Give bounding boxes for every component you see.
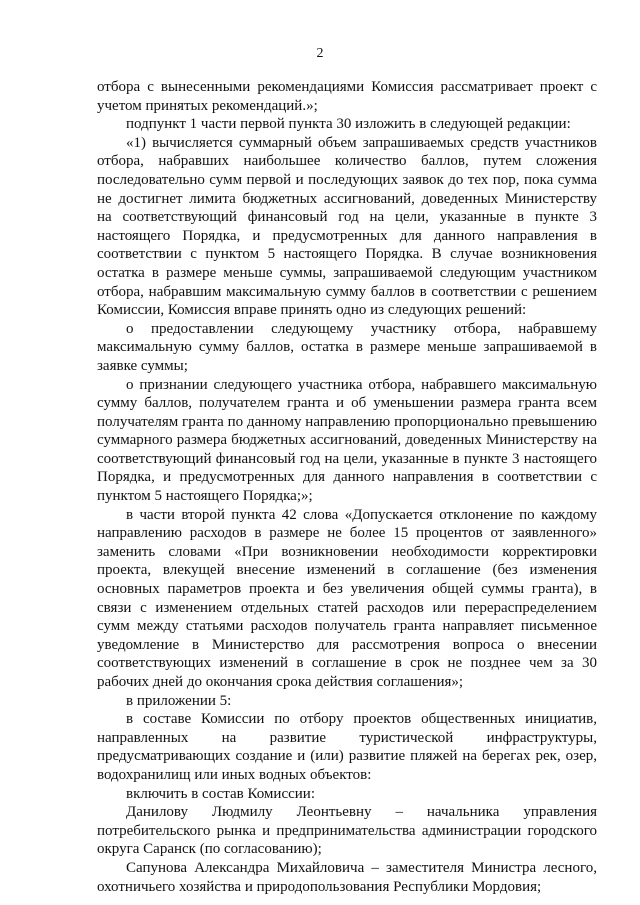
paragraph: подпункт 1 части первой пункта 30 изложить в следующей редакции: <box>126 116 571 133</box>
paragraph: о предоставлении следующему участнику отбора, набравшему максимальную сумму баллов, остатка в размере меньше запрашиваемой в заявке суммы; <box>97 320 597 374</box>
paragraph: включить в состав Комиссии: <box>126 785 315 802</box>
document-body <box>97 78 597 896</box>
paragraph: в приложении 5: <box>126 692 232 709</box>
paragraph: в составе Комиссии по отбору проектов общественных инициатив, направленных на развитие туристической инфраструктуры, предусматривающих создание и (или) развитие пляжей на берегах рек, озер, водохранилищ или иных водных объектов: <box>97 711 597 783</box>
paragraph: Данилову Людмилу Леонтьевну – начальника управления потребительского рынка и предпринимательства администрации городского округа Саранск (по согласованию); <box>97 804 597 858</box>
paragraph: о признании следующего участника отбора, набравшего максимальную сумму баллов, получателем гранта и об уменьшении размера гранта всем получателям гранта по данному направлению пропорционально превышению суммарного размера бюджетных ассигнований, доведенных Министерству на соответствующий финансовый год на цели, указанные в пункте 3 настоящего Порядка, и предусмотренных для данного направления в соответствии с пунктом 5 настоящего Порядка;»; <box>97 376 597 505</box>
paragraph: Сапунова Александра Михайловича – заместителя Министра лесного, охотничьего хозяйства и природопользования Республики Мордовия; <box>97 859 597 895</box>
paragraph: «1) вычисляется суммарный объем запрашиваемых средств участников отбора, набравших наибольшее количество баллов, путем сложения последовательно сумм первой и последующих заявок до тех пор, пока сумма не достигнет лимита бюджетных ассигнований, доведенных Министерству на соответствующий финансовый год на цели, указанные в пункте 3 настоящего Порядка, и предусмотренных для данного направления в соответствии с пунктом 5 настоящего Порядка. В случае возникновения остатка в размере меньше суммы, запрашиваемой следующим участником отбора, набравшим максимальную сумму баллов в соответствии с решением Комиссии, Комиссия вправе принять одно из следующих решений: <box>97 134 597 319</box>
paragraph: в части второй пункта 42 слова «Допускается отклонение по каждому направлению расходов в размере не более 15 процентов от заявленного» заменить словами «При возникновении необходимости корректировки проекта, влекущей внесение изменений в соглашение (без изменения основных параметров проекта и без увеличения общей суммы гранта), в связи с изменением отдельных статей расходов или перераспределением сумм между статьями расходов получатель гранта направляет письменное уведомление в Министерство для рассмотрения вопроса о внесении соответствующих изменений в соглашение в срок не позднее чем за 30 рабочих дней до окончания срока действия соглашения»; <box>97 506 597 690</box>
paragraph: отбора с вынесенными рекомендациями Комиссия рассматривает проект с учетом принятых рекомендаций.»; <box>97 79 597 114</box>
page-number: 2 <box>316 46 324 61</box>
